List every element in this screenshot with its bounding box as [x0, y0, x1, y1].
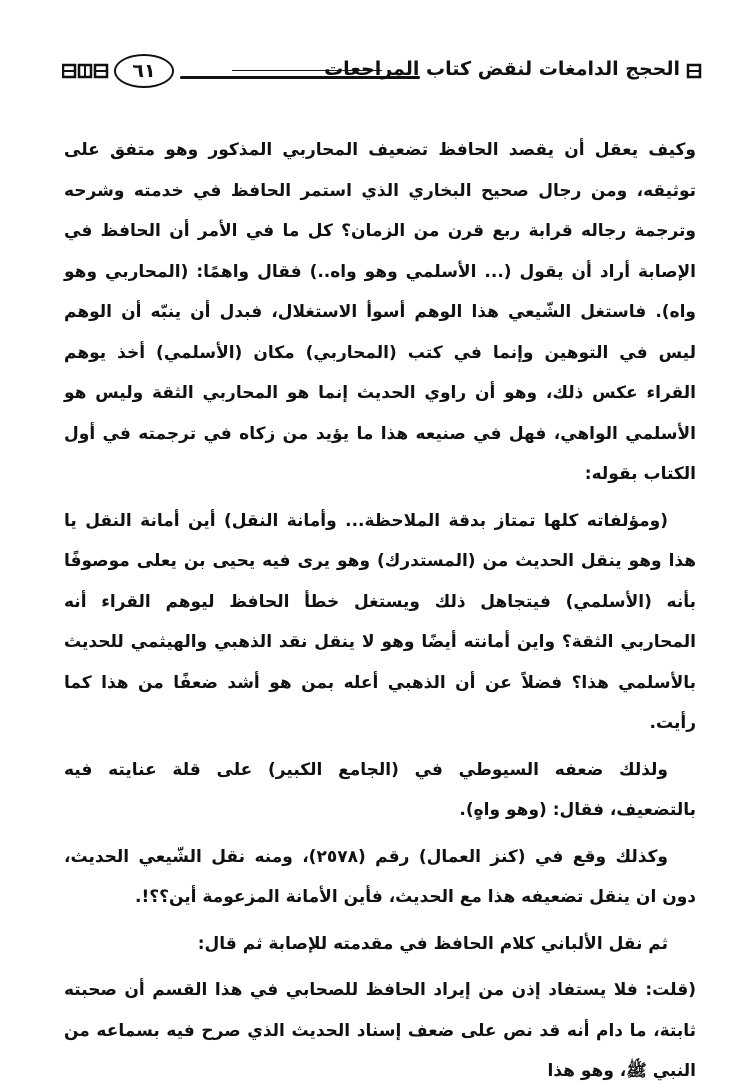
right-ornament-icon	[686, 62, 702, 80]
paragraph: وكذلك وقع في (كنز العمال) رقم (٢٥٧٨)، ومنه نقل الشّيعي الحديث، دون ان ينقل تضعيفه هذا مع الحديث، فأين الأمانة المزعومة أين؟؟!.	[64, 846, 696, 907]
paragraph: (ومؤلفاته كلها تمتاز بدقة الملاحظة... وأمانة النقل) أين أمانة النقل يا هذا وهو ينقل الحديث من (المستدرك) وهو يرى فيه يحيى بن يعلى موصوفًا بأنه (الأسلمي) فيتجاهل ذلك ويستغل خطأ الحافظ ليوهم القراء أنه المحاربي الثقة؟ واين أمانته أيضًا وهو لا ينقل نقد الذهبي والهيثمي للحديث بالأسلمي هذا؟ فضلاً عن أن الذهبي أعله بمن هو أشد ضعفًا من هذا كما رأيت.	[64, 510, 696, 733]
paragraph: ثم نقل الألباني كلام الحافظ في مقدمته للإصابة ثم قال:	[197, 933, 668, 954]
left-ornament-icon	[62, 62, 112, 80]
paragraph: وكيف يعقل أن يقصد الحافظ تضعيف المحاربي المذكور وهو متفق على توثيقه، ومن رجال صحيح البخاري الذي استمر الحافظ في خدمته وشرحه وترجمة رجاله قرابة ربع قرن من الزمان؟ كل ما في الأمر أن الحافظ في الإصابة أراد أن يقول (... الأسلمي وهو واه..) فقال واهمًا: (المحاربي وهو واه). فاستغل الشّيعي هذا الوهم أسوأ الاستغلال، فبدل أن ينبّه أن الوهم ليس في التوهين وإنما في كتب (المحاربي) مكان (الأسلمي) أخذ يوهم القراء عكس ذلك، وهو أن راوي الحديث إنما هو المحاربي الثقة وليس هو الأسلمي الواهي، فهل في صنيعه هذا ما يؤيد من زكاه في ترجمته في أول الكتاب بقوله:	[64, 140, 696, 484]
page-number: ٦١	[114, 54, 174, 88]
paragraph: ولذلك ضعفه السيوطي في (الجامع الكبير) على قلة عنايته فيه بالتضعيف، فقال: (وهو واهٍ).	[64, 759, 696, 820]
running-header	[62, 56, 702, 92]
running-title: الحجج الدامغات لنقض كتاب المراجعات	[324, 58, 680, 80]
main-text	[64, 130, 696, 1092]
paragraph: (قلت: فلا يستفاد إذن من إيراد الحافظ للصحابي في هذا القسم أن صحبته ثابتة، ما دام أنه قد نص على ضعف إسناد الحديث الذي صرح فيه بسماعه من النبي ﷺ، وهو هذا	[64, 980, 696, 1081]
